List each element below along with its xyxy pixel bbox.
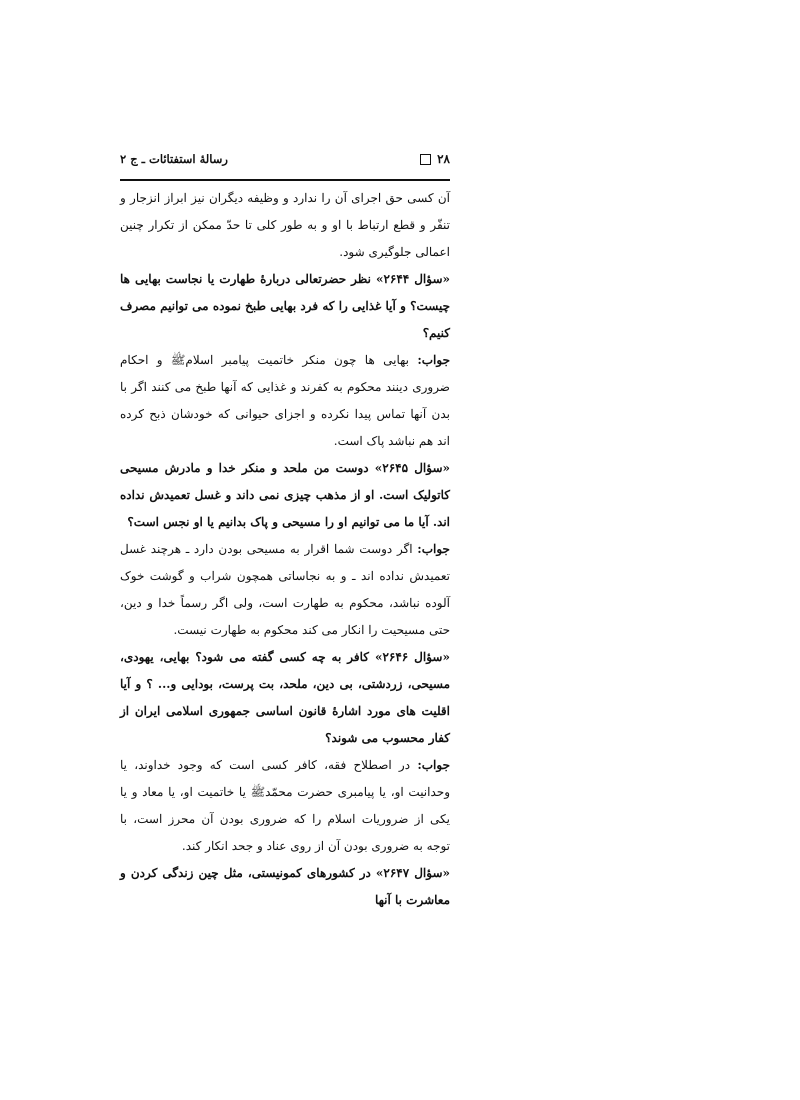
running-header	[120, 145, 450, 173]
answer-text: اگر دوست شما اقرار به مسیحی بودن دارد ـ هرچند غسل تعمیدش نداده اند ـ و به نجاساتی همچون شراب و گوشت خوک آلوده نباشد، محکوم به طهارت است، ولی اگر رسماً خدا و دین، حتی مسیحیت را انکار می کند محکوم به طهارت نیست.	[120, 542, 450, 637]
question-2644	[120, 266, 450, 347]
page-number: ۲۸	[437, 152, 450, 166]
question-text: در کشورهای کمونیستی، مثل چین زندگی کردن و معاشرت با آنها	[120, 866, 450, 907]
answer-2644	[120, 347, 450, 455]
question-text: نظر حضرتعالی دربارهٔ طهارت یا نجاست بهایی ها چیست؟ و آیا غذایی را که فرد بهایی طبخ نموده می توانیم مصرف کنیم؟	[120, 272, 450, 340]
question-label: «سؤال ۲۶۴۶»	[374, 650, 450, 664]
page-number-group	[420, 152, 450, 166]
answer-label: جواب:	[417, 542, 450, 556]
header-rule	[120, 179, 450, 181]
answer-label: جواب:	[417, 353, 450, 367]
question-label: «سؤال ۲۶۴۵»	[374, 461, 451, 475]
square-icon	[420, 154, 431, 165]
question-2647	[120, 860, 450, 914]
question-text: دوست من ملحد و منکر خدا و مادرش مسیحی کاتولیک است. او از مذهب چیزی نمی داند و غسل تعمیدش نداده اند. آیا ما می توانیم او را مسیحی و پاک بدانیم یا او نجس است؟	[120, 461, 450, 529]
answer-2645	[120, 536, 450, 644]
continuation-paragraph: آن کسی حق اجرای آن را ندارد و وظیفه دیگران نیز ابراز انزجار و تنفّر و قطع ارتباط با او و به طور کلی تا حدّ ممکن از تکرار چنین اعمالی جلوگیری شود.	[120, 191, 450, 259]
book-title: رسالهٔ استفتائات ـ ج ۲	[120, 152, 228, 166]
answer-text: در اصطلاح فقه، کافر کسی است که وجود خداوند، یا وحدانیت او، یا پیامبری حضرت محمّدﷺ یا خاتمیت او، یا معاد و یا یکی از ضروریات اسلام را که ضروری بودن آن محرز است، با توجه به ضروری بودن آن از روی عناد و جحد انکار کند.	[120, 758, 450, 853]
question-2646	[120, 644, 450, 752]
question-2645	[120, 455, 450, 536]
question-label: «سؤال ۲۶۴۴»	[375, 272, 451, 286]
question-text: کافر به چه کسی گفته می شود؟ بهایی، یهودی، مسیحی، زردشتی، بی دین، ملحد، بت پرست، بودایی و... ؟ و آیا اقلیت های مورد اشارهٔ قانون اساسی جمهوری اسلامی ایران از کفار محسوب می شوند؟	[120, 650, 450, 745]
answer-text: بهایی ها چون منکر خاتمیت پیامبر اسلامﷺ و احکام ضروری دینند محکوم به کفرند و غذایی که آنها طبخ می کنند اگر با بدن آنها تماس پیدا نکرده و اجزای حیوانی که خودشان ذبح کرده اند هم نباشد پاک است.	[120, 353, 450, 448]
page-content	[120, 145, 450, 914]
answer-2646	[120, 752, 450, 860]
answer-label: جواب:	[417, 758, 450, 772]
question-label: «سؤال ۲۶۴۷»	[375, 866, 451, 880]
